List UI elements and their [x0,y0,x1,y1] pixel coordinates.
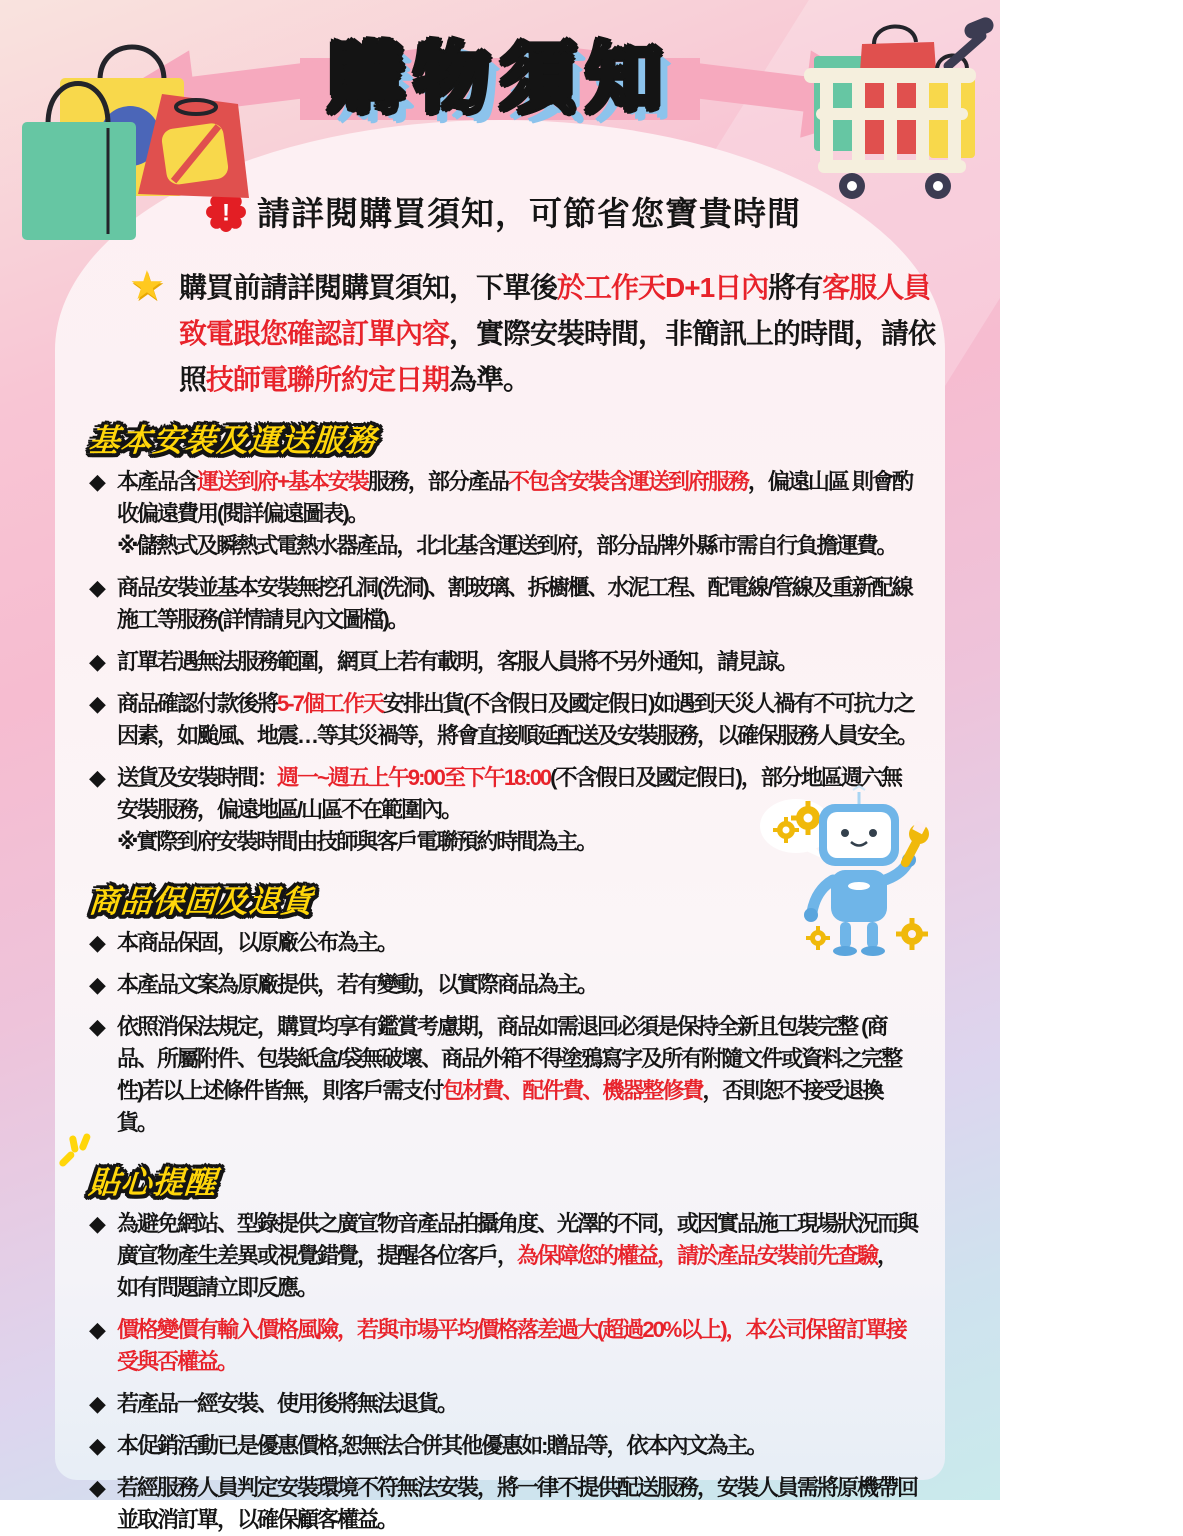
bullet-item [89,969,917,1001]
text-run: 將有 [768,272,823,303]
bullet-item [89,688,917,752]
diamond-bullet-icon: ◆ [89,1014,106,1039]
text-run-red: 週一~週五上午9:00至下午18:00 [277,765,551,790]
text-run-red: 5-7個工作天 [277,691,383,716]
bullet-text [117,688,917,752]
text-run: 為避免網站、型錄提供之廣宣物音產品拍攝角度、光澤的不同，或因實品施工現場狀況而與廣宣物產生差異或視覺錯覺，提醒各位客戶， [117,1211,918,1268]
diamond-bullet-icon: ◆ [89,1317,106,1342]
bullet-item [89,646,917,678]
bullet-item [89,1430,917,1462]
subtitle-text: 請詳閱購買須知，可節省您寶貴時間 [257,195,801,232]
bullet-item [89,1388,917,1420]
text-run: ，否則恕不接受退換貨。 [117,1078,883,1135]
text-run: ，實際安裝時間，非簡訊上的時間，請依照 [179,318,936,395]
text-run: 若經服務人員判定安裝環境不符無法安裝，將一律不提供配送服務，安裝人員需將原機帶回並取消訂單，以確保顧客權益。 [117,1475,918,1532]
bullet-paragraph [117,1011,917,1139]
bullet-paragraph [117,1472,917,1536]
section-title: 貼心提醒 [87,1157,218,1202]
bullet-item [89,1314,917,1378]
diamond-bullet-icon: ◆ [89,765,106,790]
bullet-item [89,572,917,636]
text-run: ，偏遠山區 則會酌收偏遠費用(閱詳偏遠圖表)。 [117,469,913,526]
section-title: 商品保固及退貨 [87,884,315,919]
text-run-red: 客服人員致電跟您確認訂單內容 [179,272,931,349]
text-run: 依照消保法規定，購買均享有鑑賞考慮期，商品如需退回必須是保持全新且包裝完整 (商品、所屬附件、包裝紙盒/袋無破壞、商品外箱不得塗鴉寫字及所有附隨文件或資料之完整性)若以上述條件皆無，則客戶需支付 [117,1014,902,1103]
text-run-red: 為保障您的權益，請於產品安裝前先查驗 [517,1243,878,1268]
text-run: 服務，部分產品 [367,469,508,494]
diamond-bullet-icon: ◆ [89,469,106,494]
bullet-item [89,1472,917,1536]
bullet-text [117,1388,917,1420]
bullet-paragraph [117,969,917,1001]
text-run: 為準。 [449,364,531,395]
bullet-paragraph [117,572,917,636]
text-run: 若產品一經安裝、使用後將無法退貨。 [117,1391,458,1416]
bullet-text [117,1314,917,1378]
bullet-text [117,572,917,636]
bullet-paragraph [117,530,917,562]
robot-illustration [756,786,952,967]
diamond-bullet-icon: ◆ [89,930,106,955]
bullet-item [89,466,917,562]
sections [89,415,917,1536]
bullet-text [117,969,917,1001]
section-title: 基本安裝及運送服務 [87,423,379,458]
svg-text:!: ! [221,198,231,226]
page-title: 購物須知 [328,37,672,122]
bullet-text [117,1430,917,1462]
bullet-paragraph [117,646,917,678]
intro-paragraph [131,265,939,403]
bullet-item [89,1208,917,1304]
diamond-bullet-icon: ◆ [89,1391,106,1416]
text-run: 商品安裝並基本安裝無挖孔洞(洗洞)、割玻璃、拆櫥櫃、水泥工程、配電線/管線及重新配線施工等服務(詳情請見內文圖檔)。 [117,575,912,632]
text-run-red: 價格變價有輸入價格風險，若與市場平均價格落差過大(超過20%以上)，本公司保留訂單接受與否權益。 [117,1317,906,1374]
text-run: (不含假日及國定假日)，部分地區週六無安裝服務，偏遠地區/山區不在範圍內。 [117,765,901,822]
diamond-bullet-icon: ◆ [89,691,106,716]
bullet-text [117,1208,917,1304]
bullet-text [117,1472,917,1536]
text-run: 本產品文案為原廠提供，若有變動，以實際商品為主。 [117,972,598,997]
diamond-bullet-icon: ◆ [89,1211,106,1236]
star-icon: ★ [129,264,164,308]
text-run: ※儲熱式及瞬熱式電熱水器產品，北北基含運送到府，部分品牌外縣市需自行負擔運費。 [117,533,897,558]
text-run-red: 不包含安裝含運送到府服務 [507,469,748,494]
diamond-bullet-icon: ◆ [89,972,106,997]
text-run: 本促銷活動已是優惠價格,恕無法合併其他優惠如:贈品等，依本內文為主。 [117,1433,767,1458]
diamond-bullet-icon: ◆ [89,1475,106,1500]
bullet-paragraph [117,1314,917,1378]
text-run: 本產品含 [117,469,198,494]
text-run: 商品確認付款後將 [117,691,278,716]
diamond-bullet-icon: ◆ [89,1433,106,1458]
diamond-bullet-icon: ◆ [89,575,106,600]
text-run-red: 運送到府+基本安裝 [197,469,368,494]
bullet-paragraph [117,466,917,530]
text-run-red: 包材費、配件費、機器整修費 [442,1078,703,1103]
text-run: ※實際到府安裝時間由技師與客戶電聯預約時間為主。 [117,829,597,854]
sparkle-icon [57,1133,97,1173]
section-3 [89,1157,917,1536]
text-run: 訂單若遇無法服務範圍，網頁上若有載明，客服人員將不另外通知，請見諒。 [117,649,798,674]
text-run: 購買前請詳閱購買須知，下單後 [179,272,558,303]
bullet-paragraph [117,1208,917,1304]
diamond-bullet-icon: ◆ [89,649,106,674]
bullet-paragraph [117,1388,917,1420]
bullet-paragraph [117,688,917,752]
bullet-text [117,466,917,562]
text-run: 送貨及安裝時間： [117,765,278,790]
bullet-paragraph [117,1430,917,1462]
bullet-item [89,1011,917,1139]
text-run: 安排出貨(不含假日及國定假日)如遇到天災人禍有不可抗力之因素，如颱風、地震…等其災禍等，將會直接順延配送及安裝服務，以確保服務人員安全。 [117,691,918,748]
text-run-red: 技師電聯所約定日期 [206,364,450,395]
intro-runs [179,272,935,395]
text-run: ，如有問題請立即反應。 [117,1243,898,1300]
text-run: 本商品保固，以原廠公布為主。 [117,930,398,955]
bullet-text [117,1011,917,1139]
text-run-red: 於工作天D+1日內 [557,272,769,303]
bullet-text [117,646,917,678]
